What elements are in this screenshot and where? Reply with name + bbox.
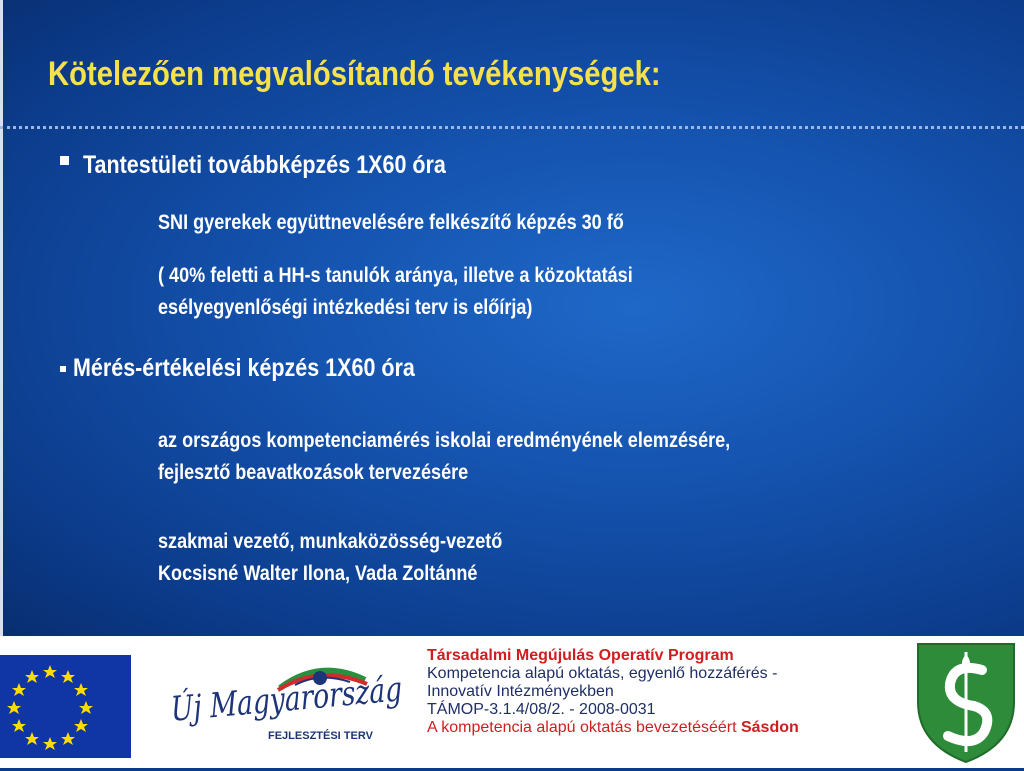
logo-wordmark: Új Magyarország	[170, 669, 404, 730]
program-line-5-text: A kompetencia alapú oktatás bevezetéséért	[427, 719, 741, 736]
program-line-4: TÁMOP-3.1.4/08/2. - 2008-0031	[427, 701, 656, 718]
title-divider	[0, 126, 1024, 129]
item-1-heading: Tantestületi továbbképzés 1X60 óra	[83, 151, 446, 179]
item-1-line-3: esélyegyenlőségi intézkedési terv is előírja)	[158, 296, 533, 319]
item-2-line-1: az országos kompetenciamérés iskolai eredményének elemzésére,	[158, 429, 731, 452]
logo-subtitle: FEJLESZTÉSI TERV	[268, 730, 373, 742]
sasd-coat-of-arms-icon	[914, 640, 1018, 766]
eu-flag-icon	[0, 655, 131, 758]
bullet-marker-1	[60, 156, 69, 165]
program-line-3: Innovatív Intézményekben	[427, 683, 614, 700]
item-1-line-2: ( 40% feletti a HH-s tanulók aránya, illetve a közoktatási	[158, 264, 633, 287]
item-2-line-4: Kocsisné Walter Ilona, Vada Zoltánné	[158, 562, 478, 585]
program-info	[427, 647, 799, 737]
program-line-2: Kompetencia alapú oktatás, egyenlő hozzáférés -	[427, 665, 778, 682]
item-1-line-1: SNI gyerekek együttnevelésére felkészítő képzés 30 fő	[158, 211, 624, 234]
item-2-line-2: fejlesztő beavatkozások tervezésére	[158, 461, 469, 484]
slide-left-edge	[0, 0, 3, 636]
program-line-5	[427, 719, 799, 737]
bullet-marker-2	[60, 366, 66, 372]
slide-title: Kötelezően megvalósítandó tevékenységek:	[48, 55, 661, 93]
item-2-heading: Mérés-értékelési képzés 1X60 óra	[73, 354, 415, 382]
new-hungary-logo-icon	[160, 650, 410, 758]
program-title: Társadalmi Megújulás Operatív Program	[427, 647, 734, 664]
item-2-line-3: szakmai vezető, munkaközösség-vezető	[158, 530, 503, 553]
program-line-5-place: Sásdon	[740, 719, 799, 736]
